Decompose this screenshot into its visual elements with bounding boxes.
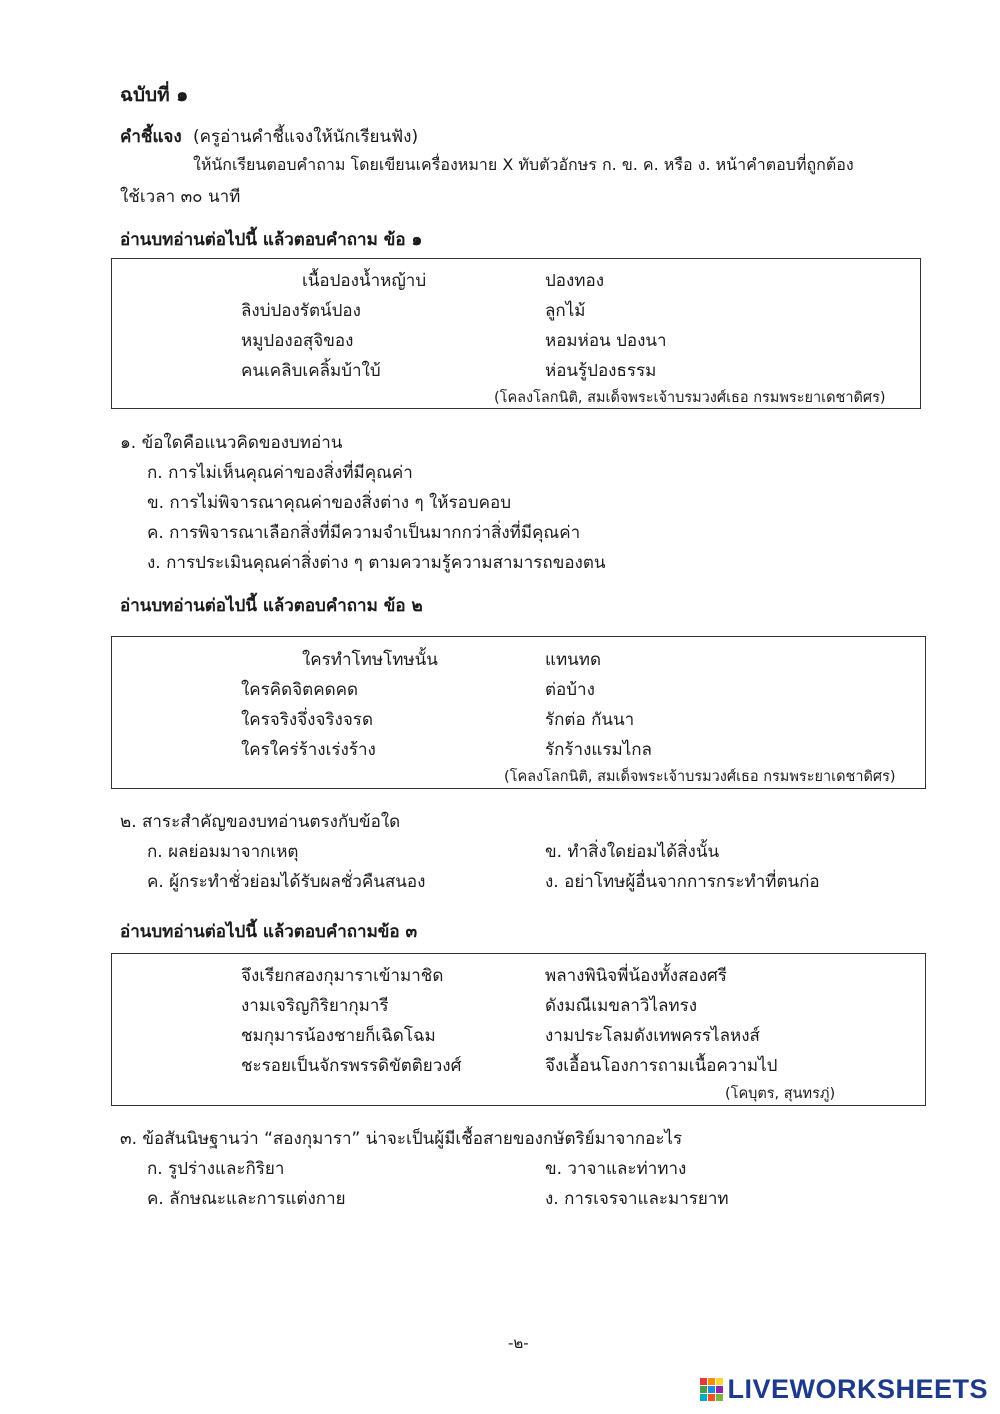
poem-1-citation: (โคลงโลกนิติ, สมเด็จพระเจ้าบรมวงศ์เธอ กรมพระยาเดชาดิศร)	[494, 390, 886, 406]
poem-3-line-3-right: งามประโลมดังเทพครรไลหงส์	[545, 1026, 760, 1046]
poem-2-citation: (โคลงโลกนิติ, สมเด็จพระเจ้าบรมวงศ์เธอ กรมพระยาเดชาดิศร)	[504, 769, 896, 785]
poem-1-line-2-left: ลิงบ่ปองรัตน์ปอง	[241, 301, 361, 321]
instruction-label: คำชี้แจง	[120, 127, 182, 147]
instruction-note: (ครูอ่านคำชี้แจงให้นักเรียนฟัง)	[193, 127, 419, 147]
instruction-line-1: ให้นักเรียนตอบคำถาม โดยเขียนเครื่องหมาย X ทับตัวอักษร ก. ข. ค. หรือ ง. หน้าคำตอบที่ถูกต้อง	[193, 155, 854, 174]
poem-1-line-2-right: ลูกไม้	[545, 301, 586, 321]
version-title: ฉบับที่ ๑	[120, 84, 189, 106]
logo-square	[700, 1386, 707, 1393]
poem-1-line-3-right: หอมห่อน ปองนา	[545, 331, 667, 351]
poem-1-line-1-left: เนื้อปองน้ำหญ้าบ่	[302, 271, 427, 291]
question-1-choice-d[interactable]: ง. การประเมินคุณค่าสิ่งต่าง ๆ ตามความรู้ความสามารถของตน	[147, 553, 606, 573]
logo-square	[716, 1386, 723, 1393]
logo-square	[716, 1394, 723, 1401]
question-2-choice-c[interactable]: ค. ผู้กระทำชั่วย่อมได้รับผลชั่วคืนสนอง	[147, 872, 426, 892]
logo-square	[716, 1378, 723, 1385]
poem-3-line-1-right: พลางพินิจพี่น้องทั้งสองศรี	[545, 966, 727, 986]
liveworksheets-brand[interactable]	[700, 1374, 988, 1405]
poem-2-line-4-right: รักร้างแรมไกล	[545, 740, 652, 760]
instruction-line-2: ใช้เวลา ๓๐ นาที	[120, 187, 241, 207]
section-1-heading: อ่านบทอ่านต่อไปนี้ แล้วตอบคำถาม ข้อ ๑	[120, 230, 423, 250]
poem-3-line-4-right: จึงเอื้อนโองการถามเนื้อความไป	[545, 1056, 778, 1076]
poem-3-citation: (โคบุตร, สุนทรภู่)	[725, 1086, 836, 1102]
poem-3-line-1-left: จึงเรียกสองกุมาราเข้ามาชิด	[241, 966, 444, 986]
poem-2-line-2-right: ต่อบ้าง	[545, 680, 595, 700]
poem-1-line-1-right: ปองทอง	[545, 271, 605, 291]
logo-square	[700, 1394, 707, 1401]
section-2-heading: อ่านบทอ่านต่อไปนี้ แล้วตอบคำถาม ข้อ ๒	[120, 596, 423, 616]
page-number: -๒-	[508, 1334, 529, 1352]
question-3-choice-d[interactable]: ง. การเจรจาและมารยาท	[545, 1189, 729, 1209]
logo-square	[708, 1394, 715, 1401]
question-2: ๒. สาระสำคัญของบทอ่านตรงกับข้อใด	[120, 812, 401, 832]
question-2-choice-d[interactable]: ง. อย่าโทษผู้อื่นจากการกระทำที่ตนก่อ	[545, 872, 820, 892]
poem-2-line-3-left: ใครจริงจึ่งจริงจรด	[241, 710, 373, 730]
logo-square	[708, 1378, 715, 1385]
question-3-choice-c[interactable]: ค. ลักษณะและการแต่งกาย	[147, 1189, 346, 1209]
liveworksheets-wordmark: LIVEWORKSHEETS	[727, 1374, 988, 1404]
question-1: ๑. ข้อใดคือแนวคิดของบทอ่าน	[120, 433, 343, 453]
question-2-choice-a[interactable]: ก. ผลย่อมมาจากเหตุ	[147, 842, 299, 862]
poem-3-line-4-left: ชะรอยเป็นจักรพรรดิขัตติยวงศ์	[241, 1056, 462, 1076]
poem-2-line-3-right: รักต่อ กันนา	[545, 710, 635, 730]
question-2-choice-b[interactable]: ข. ทำสิ่งใดย่อมได้สิ่งนั้น	[545, 842, 720, 862]
question-1-choice-c[interactable]: ค. การพิจารณาเลือกสิ่งที่มีความจำเป็นมากกว่าสิ่งที่มีคุณค่า	[147, 523, 581, 543]
poem-1-line-4-left: คนเคลิบเคลิ้มบ้าใบ้	[241, 361, 381, 381]
poem-3-line-2-left: งามเจริญกิริยากุมารี	[241, 996, 389, 1016]
poem-3-line-3-left: ชมกุมารน้องชายก็เฉิดโฉม	[241, 1026, 436, 1046]
logo-square	[708, 1386, 715, 1393]
question-3-choice-a[interactable]: ก. รูปร่างและกิริยา	[147, 1159, 285, 1179]
poem-2-line-1-right: แทนทด	[545, 650, 602, 670]
liveworksheets-logo-icon	[700, 1378, 723, 1401]
poem-1-line-3-left: หมูปองอสุจิของ	[241, 331, 354, 351]
question-3-choice-b[interactable]: ข. วาจาและท่าทาง	[545, 1159, 687, 1179]
poem-1-line-4-right: ห่อนรู้ปองธรรม	[545, 361, 657, 381]
poem-3-line-2-right: ดังมณีเมขลาวิไลทรง	[545, 996, 698, 1016]
question-1-choice-a[interactable]: ก. การไม่เห็นคุณค่าของสิ่งที่มีคุณค่า	[147, 463, 413, 483]
question-3: ๓. ข้อสันนิษฐานว่า “สองกุมารา” น่าจะเป็นผู้มีเชื้อสายของกษัตริย์มาจากอะไร	[120, 1129, 683, 1149]
question-1-choice-b[interactable]: ข. การไม่พิจารณาคุณค่าของสิ่งต่าง ๆ ให้รอบคอบ	[147, 493, 512, 513]
poem-2-line-2-left: ใครคิดจิตคดคด	[241, 680, 359, 700]
poem-2-line-4-left: ใครใคร่ร้างเร่งร้าง	[241, 740, 376, 760]
section-3-heading: อ่านบทอ่านต่อไปนี้ แล้วตอบคำถามข้อ ๓	[120, 922, 418, 942]
poem-2-line-1-left: ใครทำโทษโทษนั้น	[302, 650, 438, 670]
logo-square	[700, 1378, 707, 1385]
